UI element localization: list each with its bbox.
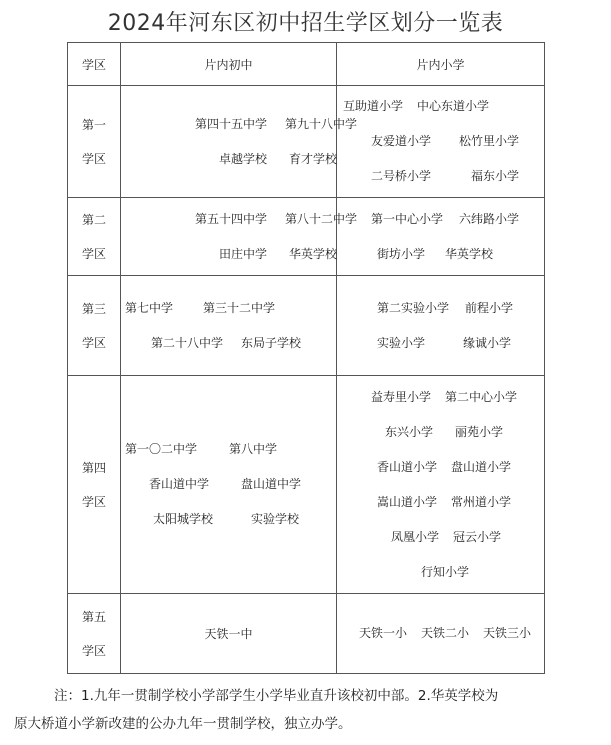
zone-label: 第一 学区	[68, 86, 121, 198]
school-name: 香山道小学	[377, 459, 438, 474]
school-name: 常州道小学	[451, 494, 512, 509]
school-name: 嵩山道小学	[377, 494, 438, 509]
school-name: 益寿里小学	[371, 389, 432, 404]
school-name: 中心东道小学	[417, 99, 490, 113]
school-name: 松竹里小学	[459, 134, 520, 148]
school-name: 冠云小学	[453, 529, 502, 544]
header-zone: 学区	[68, 43, 121, 86]
school-name: 东兴小学	[385, 424, 434, 439]
zone-label: 第二 学区	[68, 198, 121, 276]
school-name: 缘诚小学	[463, 335, 512, 350]
school-name: 天铁二小	[421, 626, 470, 640]
middle-schools-cell	[121, 86, 358, 198]
school-name: 育才学校	[289, 151, 338, 166]
school-name: 太阳城学校	[153, 512, 214, 526]
table-row	[68, 276, 545, 376]
school-name: 凤凰小学	[391, 529, 440, 544]
school-name: 第二中心小学	[445, 389, 518, 404]
school-name: 第二十八中学	[151, 335, 224, 350]
school-name: 盘山道中学	[241, 477, 302, 491]
school-name: 第五十四中学	[195, 211, 268, 226]
school-name: 第九十八中学	[285, 116, 358, 131]
page-title: 2024年河东区初中招生学区划分一览表	[107, 11, 504, 36]
table-row	[68, 376, 545, 594]
footnote-line-2: 原大桥道小学新改建的公办九年一贯制学校，独立办学。	[14, 716, 352, 732]
school-name: 实验小学	[377, 335, 426, 350]
middle-schools-cell	[121, 376, 337, 594]
school-name: 卓越学校	[219, 151, 268, 166]
school-name: 田庄中学	[219, 246, 268, 261]
school-name: 天铁一中	[204, 627, 253, 641]
school-name: 行知小学	[421, 564, 470, 579]
header-primary-schools: 片内小学	[337, 43, 545, 86]
school-name: 友爱道小学	[371, 134, 432, 148]
school-name: 华英学校	[289, 246, 338, 261]
middle-schools-cell	[121, 198, 358, 276]
school-name: 六纬路小学	[459, 211, 520, 226]
zone-label: 第四 学区	[68, 376, 121, 594]
school-name: 二号桥小学	[371, 169, 432, 183]
school-name: 东局子学校	[241, 335, 302, 350]
school-name: 丽苑小学	[455, 424, 504, 439]
table-header-row	[68, 43, 545, 86]
school-name: 盘山道小学	[451, 459, 512, 474]
primary-schools-cell	[337, 594, 545, 674]
header-middle-schools: 片内初中	[121, 43, 337, 86]
table-row	[68, 86, 545, 198]
school-name: 第七中学	[125, 300, 174, 315]
school-name: 第一中心小学	[371, 211, 444, 226]
school-name: 第一〇二中学	[125, 442, 198, 456]
school-name: 天铁三小	[483, 626, 532, 640]
school-name: 福东小学	[471, 169, 520, 183]
school-name: 天铁一小	[359, 626, 408, 640]
footnote-line-1: 注：1.九年一贯制学校小学部学生小学毕业直升该校初中部。2.华英学校为	[54, 688, 499, 704]
school-name: 第八十二中学	[285, 211, 358, 226]
primary-schools-cell	[337, 86, 545, 198]
school-name: 第三十二中学	[203, 300, 276, 315]
primary-schools-cell	[337, 376, 545, 594]
school-name: 第四十五中学	[195, 116, 268, 131]
primary-schools-cell	[337, 276, 545, 376]
district-table	[67, 42, 545, 674]
school-name: 前程小学	[465, 300, 514, 315]
footnote	[14, 682, 604, 738]
zone-label: 第三 学区	[68, 276, 121, 376]
zone-label: 第五 学区	[68, 594, 121, 674]
school-name: 华英学校	[445, 246, 494, 261]
table-row	[68, 198, 545, 276]
school-name: 实验学校	[251, 512, 300, 526]
school-name: 互助道小学	[343, 99, 404, 113]
primary-schools-cell	[337, 198, 545, 276]
school-name: 香山道中学	[149, 477, 210, 491]
school-name: 第八中学	[229, 442, 278, 456]
school-name: 第二实验小学	[377, 300, 450, 315]
middle-schools-cell	[121, 276, 337, 376]
middle-schools-cell	[121, 594, 337, 674]
table-row	[68, 594, 545, 674]
school-name: 街坊小学	[377, 246, 426, 261]
